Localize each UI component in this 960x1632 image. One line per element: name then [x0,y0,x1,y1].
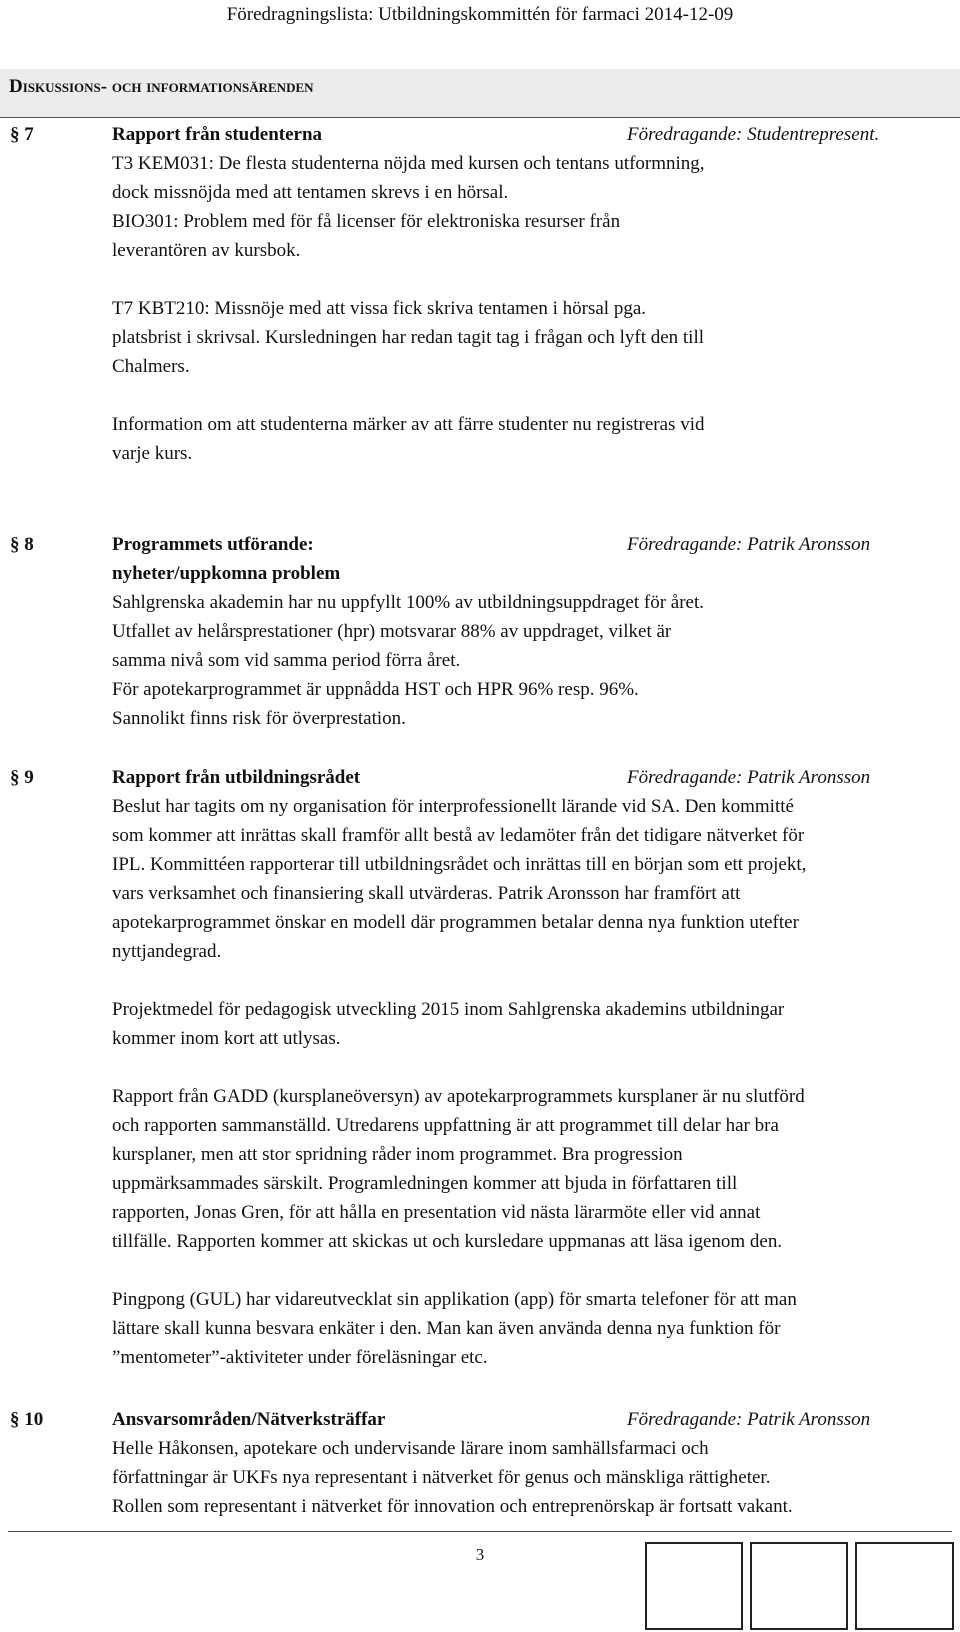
item-text-line: T3 KEM031: De flesta studenterna nöjda med kursen och tentans utformning, [112,153,705,174]
item-text-line: rapporten, Jonas Gren, för att hålla en presentation vid nästa lärarmöte eller vid annat [112,1202,761,1223]
agenda-item-header [0,530,960,559]
item-text-line: varje kurs. [112,443,193,464]
item-text-line: Utfallet av helårsprestationer (hpr) motsvarar 88% av uppdraget, vilket är [112,621,672,642]
item-number: § 8 [10,534,34,555]
agenda-item-header [0,120,960,149]
item-text-line: kursplaner, men att stor spridning råder inom programmet. Bra progression [112,1144,683,1165]
item-body [112,1434,942,1521]
item-text-line: Sahlgrenska akademin har nu uppfyllt 100% av utbildningsuppdraget för året. [112,592,705,613]
item-text-line: som kommer att inrättas skall framför allt bestå av ledamöter från det tidigare nätverket för [112,825,805,846]
agenda-item-7 [0,120,960,468]
item-text-line: kommer inom kort att utlysas. [112,1028,341,1049]
item-presenter: Föredragande: Patrik Aronsson [627,1409,871,1430]
item-subtitle: nyheter/uppkomna problem [112,563,341,584]
item-text-line: tillfälle. Rapporten kommer att skickas ut och kursledare uppmanas att läsa igenom den. [112,1231,783,1252]
item-presenter: Föredragande: Studentrepresent. [627,124,880,145]
item-text-line: BIO301: Problem med för få licenser för elektroniska resurser från [112,211,621,232]
paragraph-gap [112,1053,942,1082]
item-text-line: nyttjandegrad. [112,941,222,962]
item-text-line: Rollen som representant i nätverket för innovation och entreprenörskap är fortsatt vakant. [112,1496,793,1517]
item-number: § 7 [10,124,34,145]
item-text-line: dock missnöjda med att tentamen skrevs i en hörsal. [112,182,509,203]
item-title: Rapport från studenterna [112,124,323,145]
item-text-line: Sannolikt finns risk för överprestation. [112,708,406,729]
item-text-line: platsbrist i skrivsal. Kursledningen har redan tagit tag i frågan och lyft den till [112,327,705,348]
item-text-line: apotekarprogrammet önskar en modell där programmen betalar denna nya funktion utefter [112,912,799,933]
item-text-line: Information om att studenterna märker av att färre studenter nu registreras vid [112,414,705,435]
item-text-line: uppmärksammades särskilt. Programledningen kommer att bjuda in författaren till [112,1173,738,1194]
page-number: 3 [475,1545,485,1564]
item-text-line: ”mentometer”-aktiviteter under föreläsningar etc. [112,1347,488,1368]
item-body [112,559,942,733]
item-number: § 9 [10,767,34,788]
item-text-line: Helle Håkonsen, apotekare och undervisande lärare inom samhällsfarmaci och [112,1438,709,1459]
item-text-line: Projektmedel för pedagogisk utveckling 2015 inom Sahlgrenska akademins utbildningar [112,999,785,1020]
item-presenter: Föredragande: Patrik Aronsson [627,534,871,555]
item-text-line: leverantören av kursbok. [112,240,301,261]
item-text-line: författningar är UKFs nya representant i nätverket för genus och mänskliga rättigheter. [112,1467,771,1488]
signature-box [645,1542,743,1630]
footer-rule [8,1531,952,1532]
item-presenter: Föredragande: Patrik Aronsson [627,767,871,788]
paragraph-gap [112,381,942,410]
signature-box [750,1542,848,1630]
item-text-line: Beslut har tagits om ny organisation för interprofessionellt lärande vid SA. Den kommitté [112,796,794,817]
item-text-line: vars verksamhet och finansiering skall utvärderas. Patrik Aronsson har framfört att [112,883,741,904]
agenda-item-header [0,763,960,792]
paragraph-gap [112,265,942,294]
item-text-line: Chalmers. [112,356,190,377]
section-title: Diskussions- och informationsärenden [9,76,314,97]
item-number: § 10 [10,1409,44,1430]
item-text-line: T7 KBT210: Missnöje med att vissa fick skriva tentamen i hörsal pga. [112,298,647,319]
item-text-line: IPL. Kommittéen rapporterar till utbildningsrådet och inrättas till en början som ett projekt, [112,854,807,875]
item-body [112,149,942,468]
signature-box [855,1542,954,1630]
document-header: Föredragningslista: Utbildningskommittén för farmaci 2014-12-09 [226,4,734,25]
item-text-line: och rapporten sammanställd. Utredarens uppfattning är att programmet till delar har bra [112,1115,779,1136]
item-title: Programmets utförande: [112,534,314,555]
item-text-line: Rapport från GADD (kursplaneöversyn) av apotekarprogrammets kursplaner är nu slutförd [112,1086,805,1107]
item-text-line: samma nivå som vid samma period förra året. [112,650,461,671]
agenda-item-10 [0,1405,960,1521]
agenda-item-header [0,1405,960,1434]
agenda-item-8 [0,530,960,733]
item-text-line: För apotekarprogrammet är uppnådda HST och HPR 96% resp. 96%. [112,679,639,700]
paragraph-gap [112,966,942,995]
item-title: Rapport från utbildningsrådet [112,767,361,788]
item-title: Ansvarsområden/Nätverksträffar [112,1409,386,1430]
item-text-line: lättare skall kunna besvara enkäter i den. Man kan även använda denna nya funktion för [112,1318,781,1339]
item-text-line: Pingpong (GUL) har vidareutvecklat sin applikation (app) för smarta telefoner för att man [112,1289,797,1310]
agenda-item-9 [0,763,960,1372]
paragraph-gap [112,1256,942,1285]
item-body [112,792,942,1372]
